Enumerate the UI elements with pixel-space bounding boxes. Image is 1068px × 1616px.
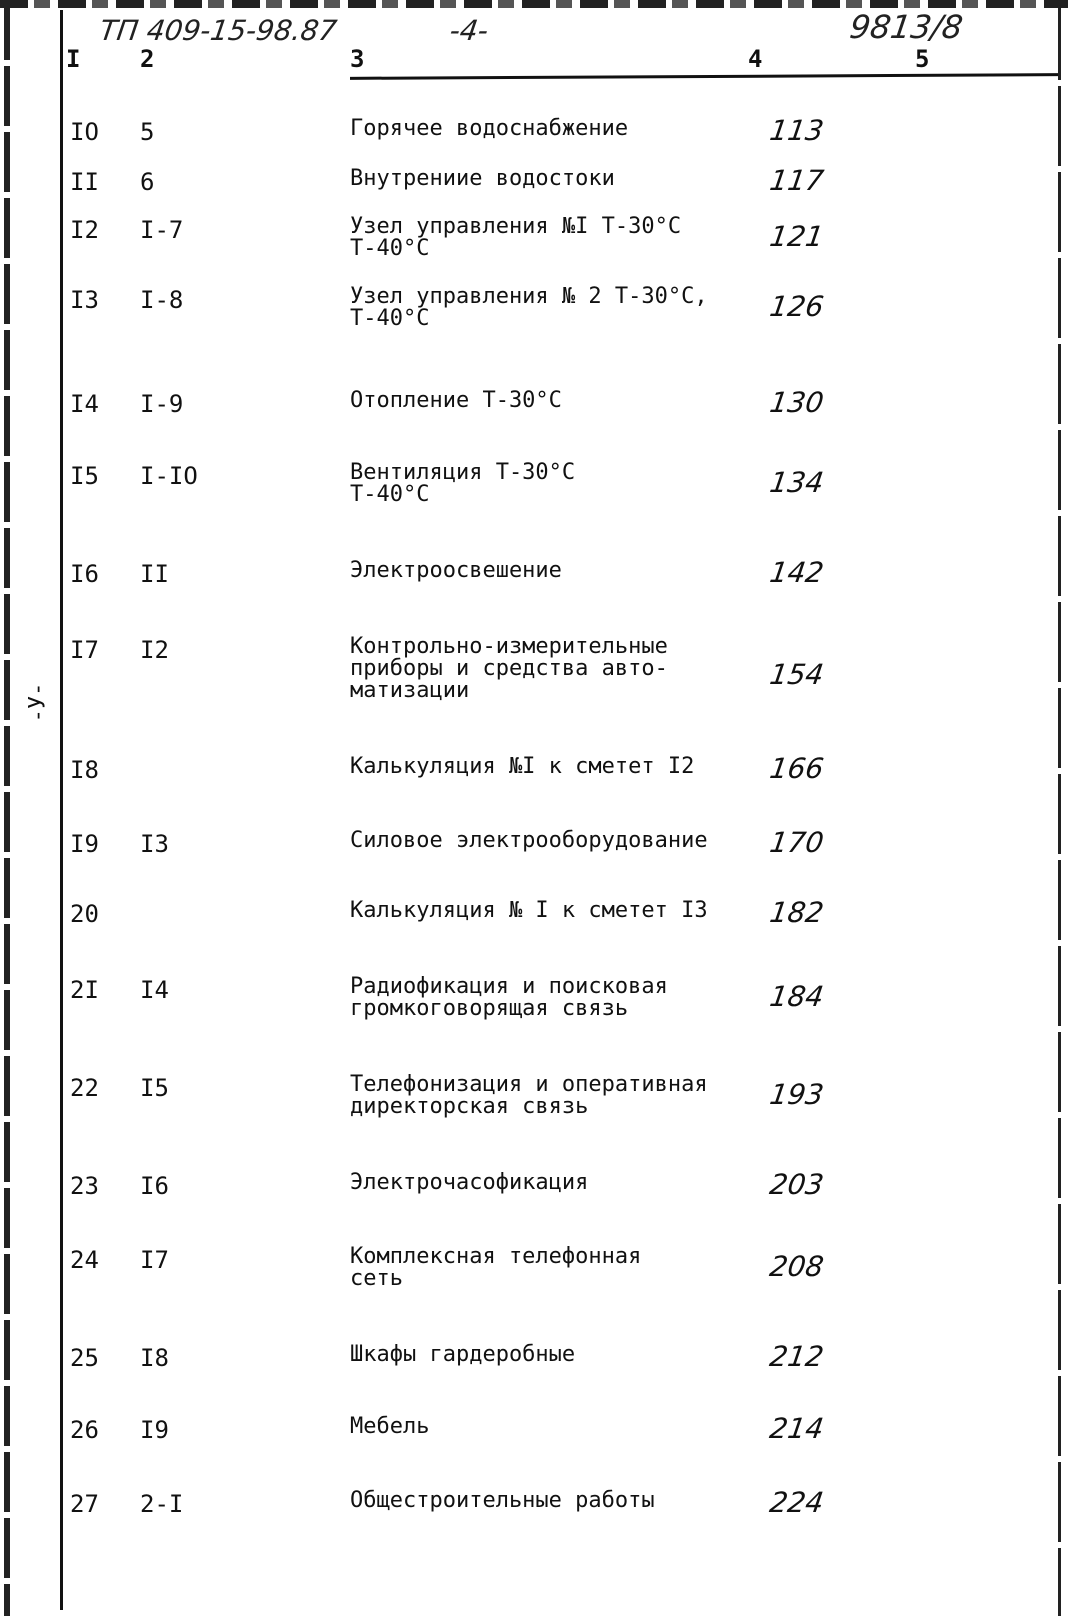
row-page: 224 [767,1486,826,1519]
header-rule [350,73,1058,80]
row-page: 208 [767,1250,826,1283]
row-title: Горячее водоснабжение [350,116,629,141]
section-number: I6 [140,1172,169,1200]
section-number: I-7 [140,216,184,244]
row-page: 212 [767,1340,826,1373]
row-number: I8 [70,756,99,784]
section-number: 2-I [140,1490,184,1518]
column-header-2: 2 [140,45,155,73]
row-title: Внутрениие водостоки [350,166,615,191]
row-number: I6 [70,560,99,588]
column-header-1: I [66,45,81,73]
section-number: 5 [140,118,155,146]
row-number: 20 [70,900,99,928]
row-title: Радиофикация и поисковая громкоговорящая связь [350,974,668,1021]
row-number: 26 [70,1416,99,1444]
row-number: IO [70,118,99,146]
section-number: II [140,560,169,588]
row-title: Калькуляция №I к сметет I2 [350,754,695,779]
row-title: Общестроительные работы [350,1488,655,1513]
section-number: I-9 [140,390,184,418]
row-page: 184 [767,980,826,1013]
row-page: 121 [767,220,826,253]
section-number: I7 [140,1246,169,1274]
scan-left-edge [4,0,10,1616]
column-header-4: 4 [748,45,763,73]
row-number: I5 [70,462,99,490]
row-page: 142 [767,556,826,589]
row-title: Комплексная телефонная сеть [350,1244,642,1291]
row-number: 24 [70,1246,99,1274]
row-number: I9 [70,830,99,858]
row-title: Телефонизация и оперативная директорская связь [350,1072,708,1119]
row-page: 182 [767,896,826,929]
section-number: I2 [140,636,169,664]
row-page: 154 [767,658,826,691]
row-page: 170 [767,826,826,859]
row-title: Отопление Т-30°С [350,388,562,413]
row-number: II [70,168,99,196]
row-title: Калькуляция № I к сметет I3 [350,898,708,923]
row-page: 130 [767,386,826,419]
row-page: 166 [767,752,826,785]
row-title: Шкафы гардеробные [350,1342,576,1367]
row-page: 134 [767,466,826,499]
row-page: 203 [767,1168,826,1201]
inventory-number: 9813/8 [847,8,966,46]
row-page: 214 [767,1412,826,1445]
row-title: Узел управления №I Т-30°С Т-40°С [350,214,682,261]
section-number: I9 [140,1416,169,1444]
row-number: 25 [70,1344,99,1372]
row-number: I3 [70,286,99,314]
margin-mark: -У- [25,682,51,723]
row-number: I4 [70,390,99,418]
doc-code: ТП 409-15-98.87 [97,14,339,47]
row-number: 23 [70,1172,99,1200]
row-number: 2I [70,976,99,1004]
section-number: I3 [140,830,169,858]
section-number: I-IO [140,462,198,490]
row-title: Мебель [350,1414,430,1439]
section-number: 6 [140,168,155,196]
row-number: I7 [70,636,99,664]
margin-rule [60,10,63,1610]
section-number: I4 [140,976,169,1004]
row-title: Электроосвешение [350,558,562,583]
scan-right-edge [1058,0,1061,1616]
row-number: I2 [70,216,99,244]
row-page: 126 [767,290,826,323]
row-title: Вентиляция Т-30°С Т-40°С [350,460,576,507]
section-number: I8 [140,1344,169,1372]
page-number: -4- [447,14,491,47]
row-page: 113 [767,114,826,147]
row-number: 22 [70,1074,99,1102]
row-page: 117 [767,164,826,197]
row-title: Силовое электрооборудование [350,828,708,853]
row-title: Контрольно-измерительные приборы и средства авто- матизации [350,634,668,703]
section-number: I-8 [140,286,184,314]
row-title: Электрочасофикация [350,1170,589,1195]
scan-top-edge [0,0,1068,8]
column-header-5: 5 [915,45,930,73]
row-title: Узел управления № 2 Т-30°С, Т-40°С [350,284,708,331]
section-number: I5 [140,1074,169,1102]
column-header-3: 3 [350,45,365,73]
row-number: 27 [70,1490,99,1518]
row-page: 193 [767,1078,826,1111]
